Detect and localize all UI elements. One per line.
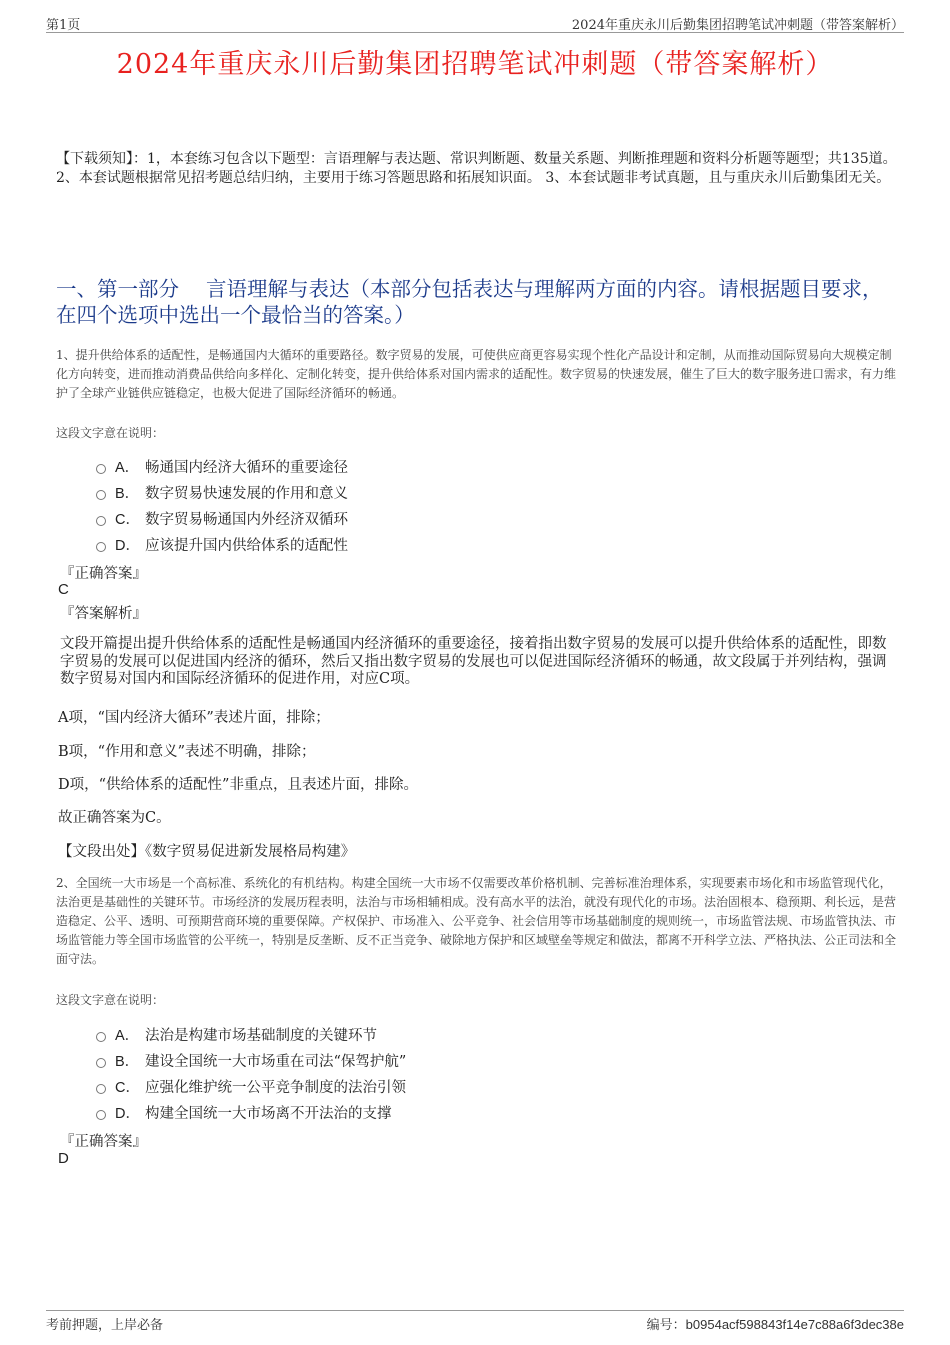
radio-icon[interactable] [96, 1084, 106, 1094]
question-2-answer-label: 『正确答案』 [60, 1134, 147, 1150]
option-letter: B． [115, 1054, 140, 1070]
option-text: 数字贸易快速发展的作用和意义 [145, 486, 348, 502]
analysis-line-d: D项，“供给体系的适配性”非重点，且表述片面，排除。 [58, 777, 418, 793]
option-text: 构建全国统一大市场离不开法治的支撑 [145, 1106, 392, 1122]
radio-icon[interactable] [96, 464, 106, 474]
question-1-answer-label: 『正确答案』 [60, 566, 147, 582]
option-letter: A． [115, 1028, 140, 1044]
page-title: 2024年重庆永川后勤集团招聘笔试冲刺题（带答案解析） [116, 49, 834, 80]
question-1-answer: C [58, 581, 69, 598]
option-text: 畅通国内经济大循环的重要途径 [145, 460, 348, 476]
radio-icon[interactable] [96, 542, 106, 552]
question-1-option-c[interactable] [96, 508, 348, 529]
footer-divider [46, 1310, 904, 1311]
footer-code-value: b0954acf598843f14e7c88a6f3dec38e [685, 1317, 904, 1332]
footer-slogan: 考前押题，上岸必备 [46, 1318, 164, 1333]
question-2-text: 2、全国统一大市场是一个高标准、系统化的有机结构。构建全国统一大市场不仅需要改革价格机制、完善标准治理体系，实现要素市场化和市场监管现代化，法治更是基础性的关键环节。市场经济的发展历程表明，法治与市场相辅相成。没有高水平的法治，就没有现代化的市场。法治固根本、稳预期、利长远，是营造稳定、公平、透明、可预期营商环境的重要保障。产权保护、市场准入、公平竞争、社会信用等市场基础制度的规则统一，市场监管法规、市场监管执法、市场监管能力等全国市场监管的公平统一，特别是反垄断、反不正当竞争、破除地方保护和区域壁垒等规定和做法，都离不开科学立法、严格执法、公正司法和全面守法。 [56, 876, 897, 966]
question-1-prompt: 这段文字意在说明： [56, 426, 165, 440]
option-letter: D． [115, 538, 140, 554]
option-text: 应强化维护统一公平竞争制度的法治引领 [145, 1080, 406, 1096]
question-2-answer: D [58, 1150, 69, 1167]
question-2-option-d[interactable] [96, 1102, 392, 1123]
question-1-option-b[interactable] [96, 482, 348, 503]
option-letter: C． [115, 512, 140, 528]
footer-code [647, 1314, 904, 1333]
question-1-analysis-label: 『答案解析』 [60, 606, 147, 622]
header-divider [46, 32, 904, 33]
radio-icon[interactable] [96, 1110, 106, 1120]
question-2-option-c[interactable] [96, 1076, 406, 1097]
question-1-source: 【文段出处】《数字贸易促进新发展格局构建》 [58, 844, 356, 860]
option-text: 法治是构建市场基础制度的关键环节 [145, 1028, 377, 1044]
question-1-text: 1、提升供给体系的适配性，是畅通国内大循环的重要路径。数字贸易的发展，可使供应商更容易实现个性化产品设计和定制，从而推动国际贸易向大规模定制化方向转变，进而推动消费品供给向多样化、定制化转变，提升供给体系对国内需求的适配性。数字贸易的快速发展，催生了巨大的数字服务进口需求，有力维护了全球产业链供应链稳定，也极大促进了国际经济循环的畅通。 [56, 348, 897, 400]
analysis-line-a: A项，“国内经济大循环”表述片面，排除； [58, 710, 330, 726]
analysis-line-b: B项，“作用和意义”表述不明确，排除； [58, 744, 316, 760]
section-heading: 一、第一部分 言语理解与表达（本部分包括表达与理解两方面的内容。请根据题目要求，在四个选项中选出一个最恰当的答案。） [56, 277, 883, 327]
footer-code-label: 编号： [646, 1318, 686, 1333]
option-letter: D． [115, 1106, 140, 1122]
radio-icon[interactable] [96, 1032, 106, 1042]
analysis-conclusion: 故正确答案为C。 [58, 810, 171, 826]
option-letter: A． [115, 460, 140, 476]
download-notice: 【下载须知】：1，本套练习包含以下题型：言语理解与表达题、常识判断题、数量关系题、判断推理题和资料分析题等题型；共135道。 2、本套试题根据常见招考题总结归纳，主要用于练习答题思路和拓展知识面。 3、本套试题非考试真题，且与重庆永川后勤集团无关。 [56, 151, 897, 186]
radio-icon[interactable] [96, 490, 106, 500]
option-letter: B． [115, 486, 140, 502]
option-letter: C． [115, 1080, 140, 1096]
option-text: 建设全国统一大市场重在司法“保驾护航” [145, 1054, 407, 1070]
option-text: 数字贸易畅通国内外经济双循环 [145, 512, 348, 528]
question-2-option-a[interactable] [96, 1024, 377, 1045]
header-doc-title: 2024年重庆永川后勤集团招聘笔试冲刺题（带答案解析） [571, 18, 904, 33]
radio-icon[interactable] [96, 516, 106, 526]
question-1-option-d[interactable] [96, 534, 348, 555]
page-number: 第1页 [46, 18, 81, 33]
question-2-option-b[interactable] [96, 1050, 406, 1071]
question-1-option-a[interactable] [96, 456, 348, 477]
option-text: 应该提升国内供给体系的适配性 [145, 538, 348, 554]
radio-icon[interactable] [96, 1058, 106, 1068]
question-2-prompt: 这段文字意在说明： [56, 993, 165, 1007]
question-1-analysis: 文段开篇提出提升供给体系的适配性是畅通国内经济循环的重要途径，接着指出数字贸易的发展可以提升供给体系的适配性，即数字贸易的发展可以促进国内经济的循环，然后又指出数字贸易的发展也可以促进国际经济循环的畅通，故文段属于并列结构，强调数字贸易对国内和国际经济循环的促进作用，对应C项。 [60, 636, 887, 687]
